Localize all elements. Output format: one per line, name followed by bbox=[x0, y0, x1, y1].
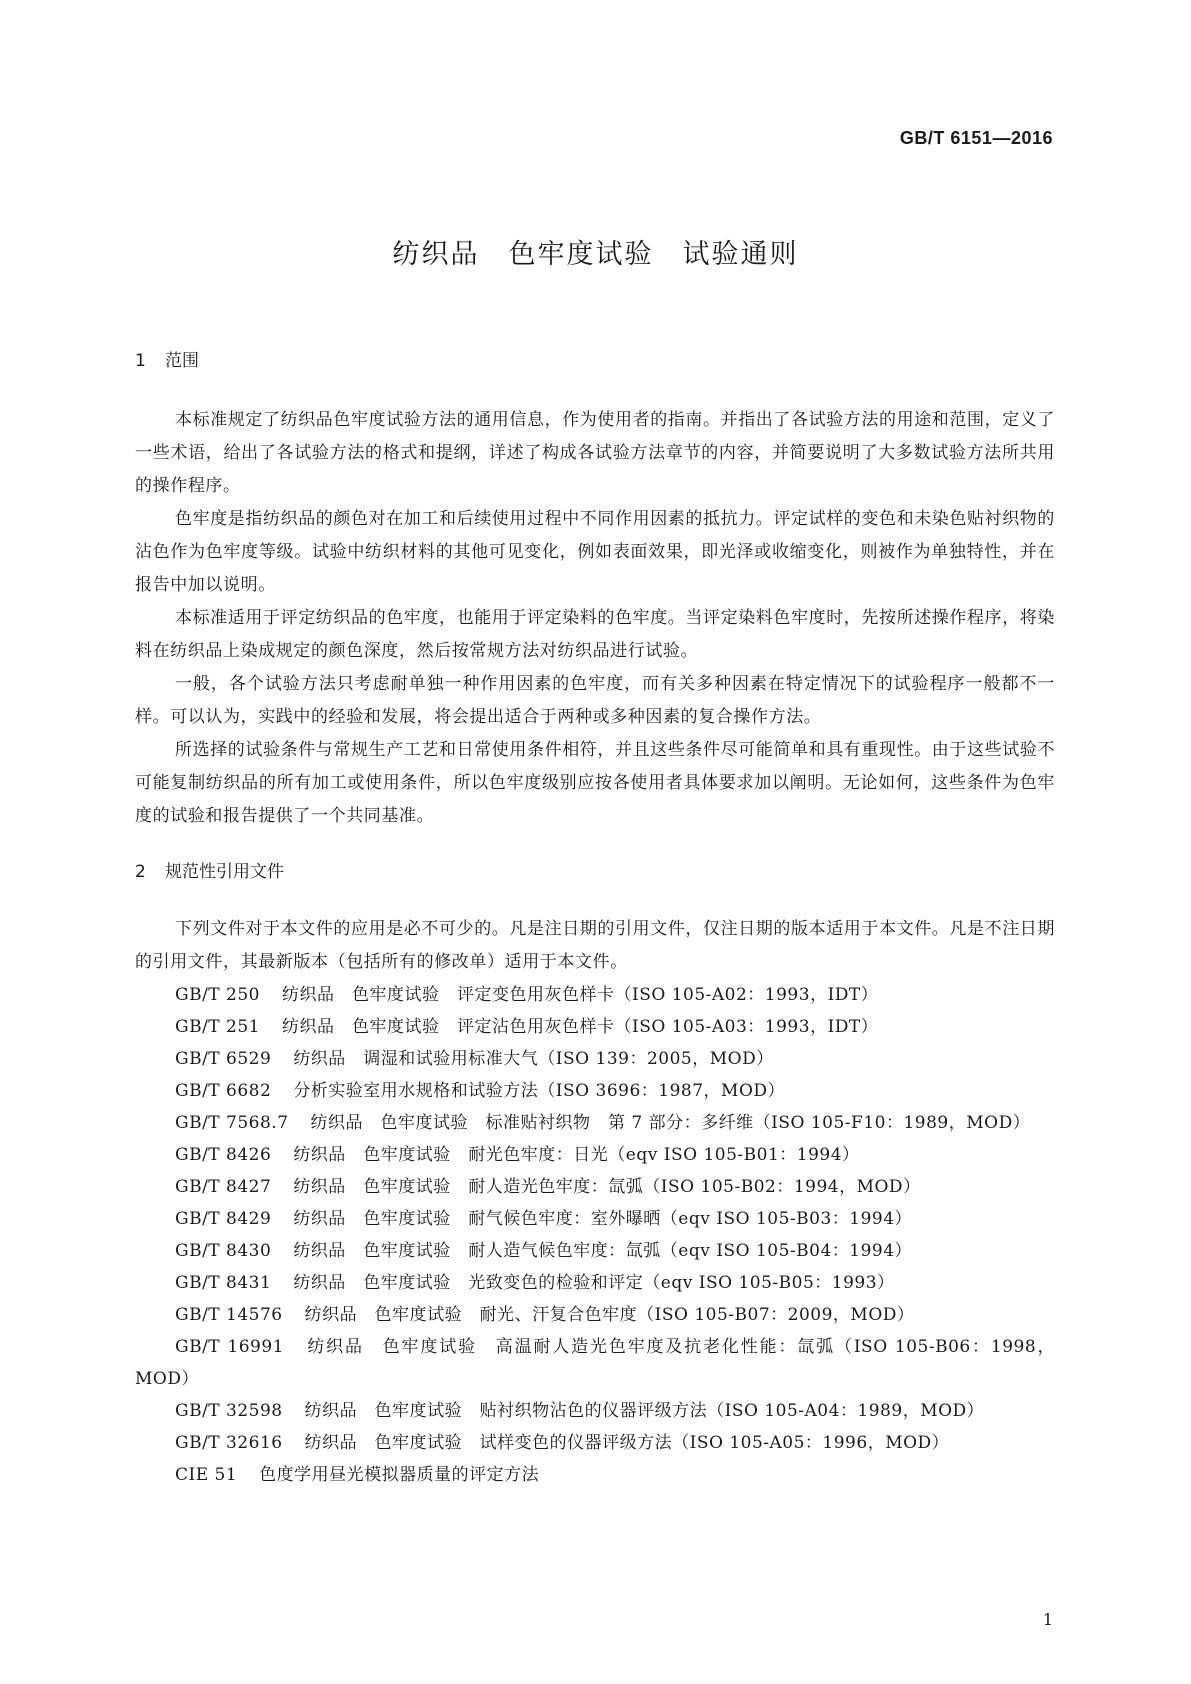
reference-item bbox=[135, 1395, 1055, 1427]
reference-code: GB/T 250 bbox=[175, 985, 260, 1005]
reference-title: 纺织品 色牢度试验 高温耐人造光色牢度及抗老化性能：氙弧（ISO 105-B06：1998，MOD） bbox=[135, 1337, 1055, 1389]
reference-title: 分析实验室用水规格和试验方法（ISO 3696：1987，MOD） bbox=[293, 1081, 786, 1101]
reference-code: GB/T 14576 bbox=[175, 1305, 283, 1325]
reference-item bbox=[135, 1107, 1055, 1139]
reference-code: GB/T 8429 bbox=[175, 1209, 272, 1229]
reference-title: 纺织品 调湿和试验用标准大气（ISO 139：2005，MOD） bbox=[293, 1049, 774, 1069]
standard-code: GB/T 6151—2016 bbox=[899, 128, 1053, 148]
paragraph: 所选择的试验条件与常规生产工艺和日常使用条件相符，并且这些条件尽可能简单和具有重现性。由于这些试验不可能复制纺织品的所有加工或使用条件，所以色牢度级别应按各使用者具体要求加以阐明。无论如何，这些条件为色牢度的试验和报告提供了一个共同基准。 bbox=[135, 740, 1055, 826]
reference-item bbox=[135, 1139, 1055, 1171]
paragraph: 色牢度是指纺织品的颜色对在加工和后续使用过程中不同作用因素的抵抗力。评定试样的变色和未染色贴衬织物的沾色作为色牢度等级。试验中纺织材料的其他可见变化，例如表面效果，即光泽或收缩变化，则被作为单独特性，并在报告中加以说明。 bbox=[135, 509, 1055, 595]
paragraph: 一般，各个试验方法只考虑耐单独一种作用因素的色牢度，而有关多种因素在特定情况下的试验程序一般都不一样。可以认为，实践中的经验和发展，将会提出适合于两种或多种因素的复合操作方法。 bbox=[135, 674, 1055, 727]
reference-list bbox=[135, 979, 1055, 1491]
reference-code: GB/T 8427 bbox=[175, 1177, 272, 1197]
reference-item bbox=[135, 1235, 1055, 1267]
reference-code: CIE 51 bbox=[175, 1465, 238, 1485]
section-number: 1 bbox=[135, 351, 146, 371]
reference-title: 纺织品 色牢度试验 试样变色的仪器评级方法（ISO 105-A05：1996，MOD） bbox=[304, 1433, 950, 1453]
reference-title: 纺织品 色牢度试验 评定沾色用灰色样卡（ISO 105-A03：1993，IDT） bbox=[282, 1017, 879, 1037]
reference-code: GB/T 6682 bbox=[175, 1081, 272, 1101]
reference-item bbox=[135, 1459, 1055, 1491]
reference-title: 纺织品 色牢度试验 耐人造气候色牢度：氙弧（eqv ISO 105-B04：1994） bbox=[293, 1241, 913, 1261]
reference-title: 纺织品 色牢度试验 耐气候色牢度：室外曝晒（eqv ISO 105-B03：1994） bbox=[293, 1209, 913, 1229]
reference-item bbox=[135, 1203, 1055, 1235]
reference-code: GB/T 6529 bbox=[175, 1049, 272, 1069]
reference-code: GB/T 8426 bbox=[175, 1145, 272, 1165]
document-title: 纺织品 色牢度试验 试验通则 bbox=[392, 239, 799, 270]
paragraph: 本标准规定了纺织品色牢度试验方法的通用信息，作为使用者的指南。并指出了各试验方法的用途和范围，定义了一些术语，给出了各试验方法的格式和提纲，详述了构成各试验方法章节的内容，并简要说明了大多数试验方法所共用的操作程序。 bbox=[135, 410, 1055, 496]
reference-code: GB/T 32598 bbox=[175, 1401, 283, 1421]
section-heading-scope bbox=[135, 346, 199, 371]
reference-title: 纺织品 色牢度试验 耐光色牢度：日光（eqv ISO 105-B01：1994） bbox=[293, 1145, 860, 1165]
reference-item bbox=[135, 1267, 1055, 1299]
reference-title: 色度学用昼光模拟器质量的评定方法 bbox=[259, 1465, 540, 1485]
reference-title: 纺织品 色牢度试验 评定变色用灰色样卡（ISO 105-A02：1993，IDT） bbox=[282, 985, 879, 1005]
reference-title: 纺织品 色牢度试验 标准贴衬织物 第 7 部分：多纤维（ISO 105-F10：1989，MOD） bbox=[310, 1113, 1031, 1133]
reference-item bbox=[135, 979, 1055, 1011]
reference-item bbox=[135, 1075, 1055, 1107]
section-title: 范围 bbox=[165, 351, 199, 371]
reference-title: 纺织品 色牢度试验 耐光、汗复合色牢度（ISO 105-B07：2009，MOD） bbox=[304, 1305, 915, 1325]
reference-title: 纺织品 色牢度试验 耐人造光色牢度：氙弧（ISO 105-B02：1994，MOD） bbox=[293, 1177, 921, 1197]
reference-code: GB/T 8431 bbox=[175, 1273, 272, 1293]
references-intro: 下列文件对于本文件的应用是必不可少的。凡是注日期的引用文件，仅注日期的版本适用于本文件。凡是不注日期的引用文件，其最新版本（包括所有的修改单）适用于本文件。 bbox=[135, 919, 1055, 972]
section-number: 2 bbox=[135, 862, 146, 882]
reference-code: GB/T 7568.7 bbox=[175, 1113, 289, 1133]
page-number: 1 bbox=[1042, 1610, 1053, 1629]
reference-item bbox=[135, 1299, 1055, 1331]
section-title: 规范性引用文件 bbox=[165, 862, 284, 882]
reference-code: GB/T 8430 bbox=[175, 1241, 272, 1261]
reference-item bbox=[135, 1043, 1055, 1075]
reference-item bbox=[135, 1331, 1055, 1395]
reference-code: GB/T 16991 bbox=[175, 1337, 284, 1357]
reference-item bbox=[135, 1011, 1055, 1043]
section-heading-normative-references bbox=[135, 857, 284, 882]
reference-code: GB/T 32616 bbox=[175, 1433, 283, 1453]
reference-item bbox=[135, 1427, 1055, 1459]
paragraph: 本标准适用于评定纺织品的色牢度，也能用于评定染料的色牢度。当评定染料色牢度时，先按所述操作程序，将染料在纺织品上染成规定的颜色深度，然后按常规方法对纺织品进行试验。 bbox=[135, 608, 1055, 661]
reference-title: 纺织品 色牢度试验 光致变色的检验和评定（eqv ISO 105-B05：1993） bbox=[293, 1273, 895, 1293]
reference-title: 纺织品 色牢度试验 贴衬织物沾色的仪器评级方法（ISO 105-A04：1989，MOD） bbox=[304, 1401, 985, 1421]
reference-item bbox=[135, 1171, 1055, 1203]
reference-code: GB/T 251 bbox=[175, 1017, 260, 1037]
